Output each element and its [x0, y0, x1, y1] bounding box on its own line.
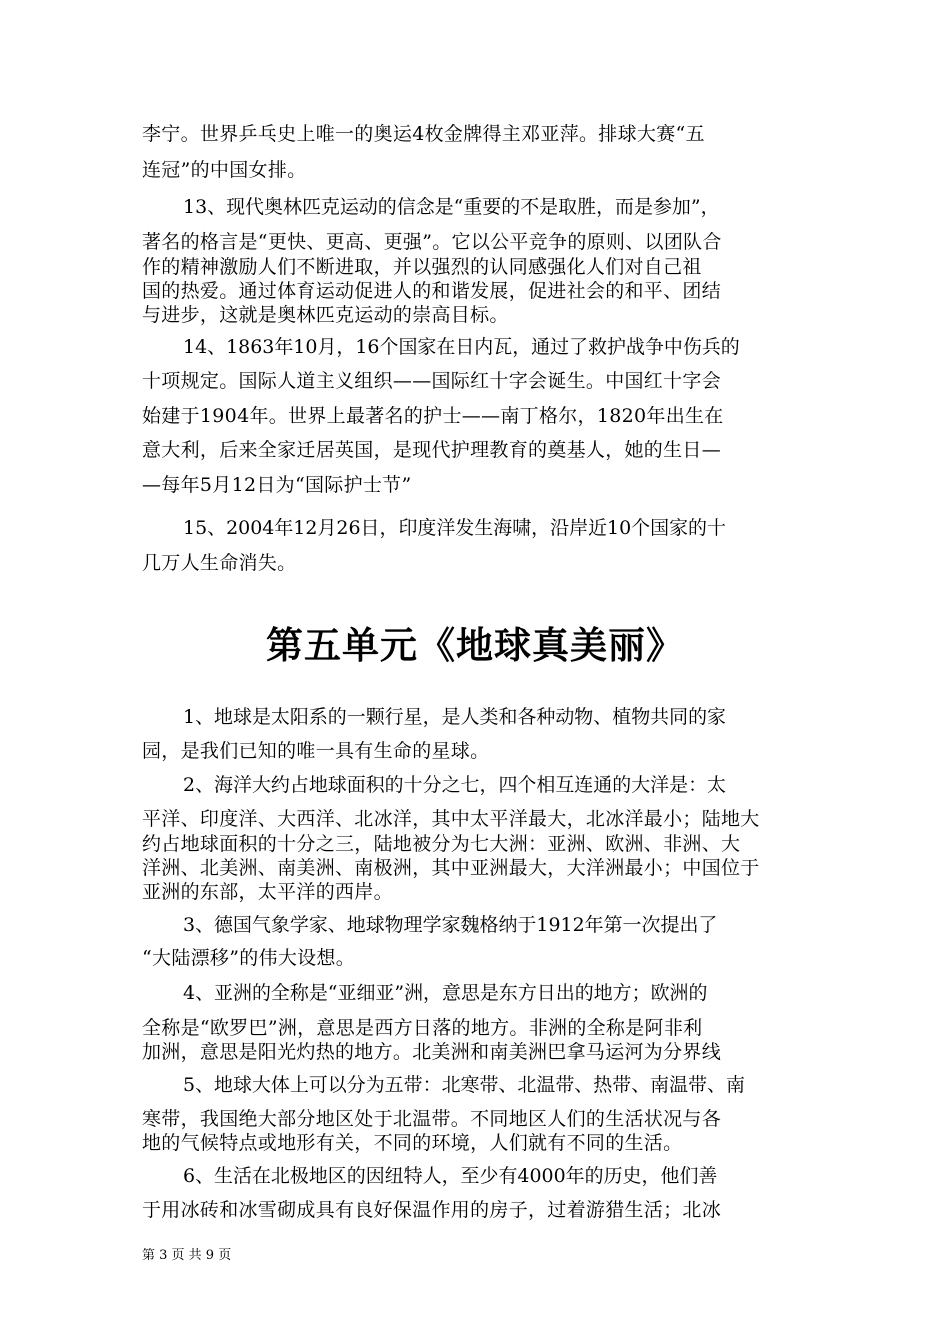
text-line: 1、地球是太阳系的一颗行星，是人类和各种动物、植物共同的家: [183, 706, 727, 728]
text-line: “大陆漂移”的伟大设想。: [142, 947, 356, 969]
text-line: 十项规定。国际人道主义组织——国际红十字会诞生。中国红十字会: [142, 370, 722, 392]
text-line: 始建于1904年。世界上最著名的护士——南丁格尔，1820年出生在: [142, 405, 724, 427]
text-line: 与进步，这就是奥林匹克运动的崇高目标。: [142, 304, 509, 326]
text-line: 于用冰砖和冰雪砌成具有良好保温作用的房子，过着游猎生活；北冰: [142, 1199, 722, 1221]
text-line: 作的精神激励人们不断进取，并以强烈的认同感强化人们对自己祖: [142, 256, 702, 278]
text-line: 几万人生命消失。: [142, 552, 297, 574]
text-line: 4、亚洲的全称是“亚细亚”洲，意思是东方日出的地方；欧洲的: [183, 982, 708, 1004]
text-line: 加洲，意思是阳光灼热的地方。北美洲和南美洲巴拿马运河为分界线: [142, 1041, 722, 1063]
text-line: 著名的格言是“更快、更高、更强”。它以公平竞争的原则、以团队合: [142, 231, 722, 253]
text-line: 14、1863年10月，16个国家在日内瓦，通过了救护战争中伤兵的: [183, 336, 740, 358]
text-line: 平洋、印度洋、大西洋、北冰洋，其中太平洋最大，北冰洋最小；陆地大: [142, 808, 760, 830]
text-line: 洋洲、北美洲、南美洲、南极洲，其中亚洲最大，大洋洲最小；中国位于: [142, 857, 760, 879]
text-line: 李宁。世界乒乓史上唯一的奥运4枚金牌得主邓亚萍。排球大赛“五: [142, 123, 705, 145]
text-line: 15、2004年12月26日，印度洋发生海啸，沿岸近10个国家的十: [183, 517, 726, 539]
text-line: 5、地球大体上可以分为五带：北寒带、北温带、热带、南温带、南: [183, 1074, 745, 1096]
text-line: 亚洲的东部，太平洋的西岸。: [142, 881, 393, 903]
text-line: 连冠”的中国女排。: [142, 159, 307, 181]
text-line: 意大利，后来全家迁居英国，是现代护理教育的奠基人，她的生日—: [142, 439, 722, 461]
text-line: 约占地球面积的十分之三，陆地被分为七大洲：亚洲、欧洲、非洲、大: [142, 833, 741, 855]
text-line: 3、德国气象学家、地球物理学家魏格纳于1912年第一次提出了: [183, 914, 718, 936]
text-line: 2、海洋大约占地球面积的十分之七，四个相互连通的大洋是：太: [183, 774, 727, 796]
text-line: 6、生活在北极地区的因纽特人，至少有4000年的历史，他们善: [183, 1165, 718, 1187]
text-line: —每年5月12日为“国际护士节”: [142, 474, 412, 496]
text-line: 国的热爱。通过体育运动促进人的和谐发展，促进社会的和平、团结: [142, 280, 722, 302]
text-line: 全称是“欧罗巴”洲，意思是西方日落的地方。非洲的全称是阿非利: [142, 1017, 703, 1039]
text-line: 园，是我们已知的唯一具有生命的星球。: [142, 740, 490, 762]
page-number: 第 3 页 共 9 页: [142, 1248, 232, 1263]
text-line: 地的气候特点或地形有关，不同的环境，人们就有不同的生活。: [142, 1132, 683, 1154]
text-line: 13、现代奥林匹克运动的信念是“重要的不是取胜，而是参加”，: [183, 196, 720, 218]
text-line: 寒带，我国绝大部分地区处于北温带。不同地区人们的生活状况与各: [142, 1108, 722, 1130]
section-title: 第五单元《地球真美丽》: [266, 623, 684, 667]
